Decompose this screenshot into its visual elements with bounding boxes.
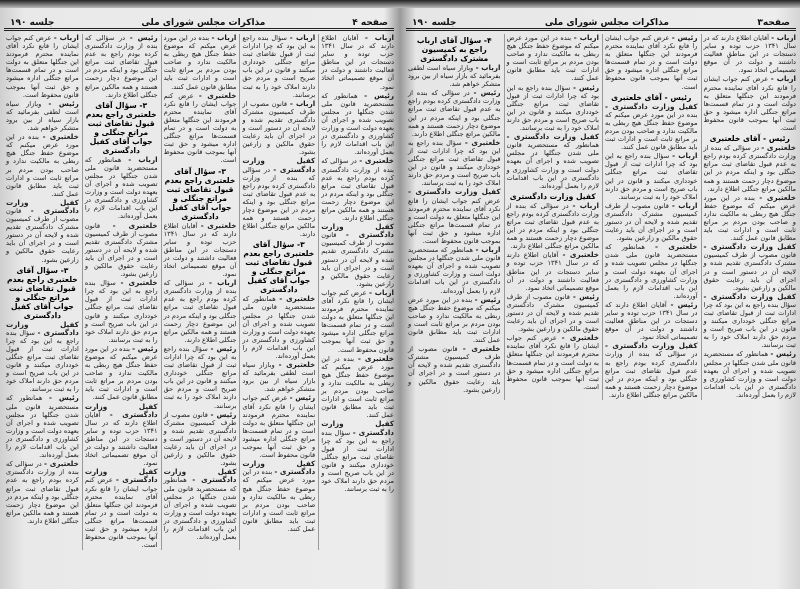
speaker-name: رئیس - <box>670 299 698 309</box>
section-heading: کفیل وزارت دادگستری <box>509 191 596 201</box>
speaker-name: کفیل وزارت دادگستری - <box>321 419 394 437</box>
section-heading: ۳- سؤال آقای خلعتبری راجع بعدم قبول تقاضای ثبت مراتع جنگلی و جواب آقای کفیل دادگستری <box>85 100 157 155</box>
paragraph-text: سؤال بنده راجع به این بود که چرا ادارات ثبت از قبول تقاضای ثبت مراتع جنگلی خودداری میکنند و قانون در این باب صریح است و مردم حق دارند املاک خود را به ثبت برسانند. <box>242 34 316 99</box>
paragraph-text: همانطور که مستحضرید قانون ملی شدن جنگلها در مجلس تصویب شده و اجرای آن بعهده دولت است و وزارت کشاورزی و دادگستری در این باب اقدامات لازم را بعمل آورده‌اند. <box>163 476 237 542</box>
speaker-name: خلعتبری - <box>112 220 158 230</box>
speaker-name: رئیس - <box>210 343 237 353</box>
speaker-name: رئیس - <box>364 90 394 100</box>
paragraph <box>605 243 698 300</box>
speaker-name: کفیل وزارت دادگستری - <box>408 187 501 197</box>
paragraph-text: عرض کنم جواب ایشان را قانع نکرد آقای نماینده محترم فرمودند این جنگلها متعلق به دولت است و در تمام قسمت‌ها مراتع جنگلی اداره میشود و حق ثبت آنها بموجب قانون محفوظ است. <box>163 91 237 165</box>
paragraph <box>408 64 501 88</box>
speaker-name: خلعتبری - <box>654 242 698 252</box>
paragraph-text: در سؤالی که بنده از وزارت دادگستری کرده بودم راجع به عدم قبول تقاضای ثبت مراتع جنگلی بود و اینکه مردم در این موضوع دچار زحمت هستند و همه مالکین مراتع جنگلی اطلاع دارند. <box>506 201 599 251</box>
text-column <box>239 34 315 550</box>
paragraph-text: آقایان اطلاع دارند که در سال ۱۳۴۱ حزب توده و سایر دستجات در این مناطق فعالیت داشتند و دولت در آن موقع تصمیماتی اتخاذ نمود. <box>84 410 158 468</box>
speaker-name: خلعتبری - <box>198 90 237 100</box>
paragraph-text: قانون مصوب از طرف کمیسیون مشترک دادگستری تقدیم شده و لایحه آن در دستور است و در اجرای آن باید رعایت حقوق مالکین و زارعین بشود. <box>506 292 599 334</box>
text-column <box>602 34 698 400</box>
speaker-name: خلعتبری - <box>462 344 501 354</box>
paragraph-text: همانطور که مستحضرید قانون ملی شدن جنگلها در مجلس تصویب شده و اجرای آن بعهده دولت است و وزارت کشاورزی و دادگستری در این باب اقدامات لازم را بعمل آورده‌اند. <box>408 246 501 295</box>
paragraph-text: قانون مصوب از طرف کمیسیون مشترک دادگستری تقدیم شده و لایحه آن در دستور است و در اجرای آن باید رعایت حقوق مالکین و زارعین بشود. <box>703 251 796 292</box>
speaker-name: ارباب - <box>289 33 316 42</box>
speaker-name: کفیل وزارت دادگستری - <box>84 467 158 485</box>
text-columns <box>4 34 394 550</box>
speaker-name: کفیل وزارت دادگستری - <box>6 197 79 215</box>
speaker-name: ارباب - <box>368 287 394 297</box>
section-heading: ۳- سؤال آقای خلعتبری راجع بعدم قبول تقاضای ثبت مراتع جنگلی و جواب آقای کفیل دادگستری <box>164 166 236 221</box>
paragraph-text: آقایان اطلاع دارند که در سال ۱۳۴۱ حزب توده و سایر دستجات در این مناطق فعالیت داشتند و دولت در آن موقع تصمیماتی اتخاذ نمود. <box>506 251 599 292</box>
paragraph <box>704 144 797 193</box>
speaker-name: رئیس - <box>572 82 599 92</box>
speaker-name: رئیس - <box>48 98 79 108</box>
paragraph <box>507 334 600 391</box>
paragraph-text: قانون مصوب از طرف کمیسیون مشترک دادگستری تقدیم شده و لایحه آن در دستور است و در اجرای آن باید رعایت حقوق مالکین و زارعین بشود. <box>408 345 501 394</box>
paragraph <box>164 34 237 91</box>
paragraph-text: قانون مصوب از طرف کمیسیون مشترک دادگستری تقدیم شده و لایحه آن در دستور است و در اجرای آن باید رعایت حقوق مالکین و زارعین بشود. <box>321 231 394 288</box>
paragraph-text: عرض کنم جواب ایشان را قانع نکرد آقای نماینده محترم فرمودند این جنگلها متعلق به دولت است و در تمام قسمت‌ها مراتع جنگلی اداره میشود و حق ثبت آنها بموجب قانون محفوظ است. <box>84 476 158 550</box>
paragraph-text: وبازار سیاه است لطفی بفرمائید که بازار سیاه از بین برود متشکر خواهم شد. <box>242 361 316 394</box>
paragraph-text: همانطور که مستحضرید قانون ملی شدن جنگلها در مجلس تصویب شده و اجرای آن بعهده دولت است و وزارت کشاورزی و دادگستری در این باب اقدامات لازم را بعمل آورده‌اند. <box>6 394 79 460</box>
speaker-name: خلعتبری - <box>561 333 599 343</box>
paragraph-text: وبازار سیاه است لطفی بفرمائید که بازار سیاه از بین برود متشکر خواهم شد. <box>6 99 79 133</box>
text-column <box>161 34 237 550</box>
speaker-name: رئیس - <box>129 33 158 42</box>
paragraph-text: در سؤالی که بنده از وزارت دادگستری کرده بودم راجع به عدم قبول تقاضای ثبت مراتع جنگلی بود و اینکه مردم در این موضوع دچار زحمت هستند و همه مالکین مراتع جنگلی اطلاع دارند. <box>703 144 796 193</box>
paragraph-text: همانطور که مستحضرید قانون ملی شدن جنگلها در مجلس تصویب شده و اجرای آن بعهده دولت است و وزارت کشاورزی و دادگستری در این باب اقدامات لازم را بعمل آورده‌اند. <box>242 295 316 360</box>
page-number: صفحه ۴ <box>352 18 388 28</box>
paragraph <box>242 295 315 360</box>
paragraph-text: در سؤالی که بنده از وزارت دادگستری کرده بودم راجع به عدم قبول تقاضای ثبت مراتع جنگلی بود و اینکه مردم در این موضوع دچار زحمت هستند و همه مالکین مراتع جنگلی اطلاع دارند. <box>163 279 237 344</box>
speaker-name: ارباب - <box>771 33 796 42</box>
speaker-name: رئیس - <box>48 393 79 403</box>
publication-title: مذاکرات مجلس شورای ملی <box>141 18 266 28</box>
paragraph <box>605 202 698 242</box>
publication-title: مذاکرات مجلس شورای ملی <box>544 18 669 28</box>
speaker-name: خلعتبری - <box>120 278 158 288</box>
paragraph-text: آقایان اطلاع دارند که در سال ۱۳۴۱ حزب توده و سایر دستجات در این مناطق فعالیت داشتند و دولت در آن موقع تصمیماتی اتخاذ نمود. <box>321 34 394 91</box>
paragraph <box>242 361 315 393</box>
paragraph <box>408 296 501 345</box>
speaker-name: خلعتبری - <box>359 156 394 166</box>
paragraph-text: سؤال بنده راجع به این بود که چرا ادارات ثبت از قبول تقاضای ثبت مراتع جنگلی خودداری میکنند و قانون در این باب صریح است و مردم حق دارند املاک خود را به ثبت برسانند. <box>408 138 501 188</box>
paragraph-text: عرض کنم جواب ایشان را قانع نکرد آقای نماینده محترم فرمودند این جنگلها متعلق به دولت است و در تمام قسمت‌ها مراتع جنگلی اداره میشود و حق ثبت آنها بموجب قانون محفوظ است. <box>703 75 796 133</box>
speaker-name: کفیل وزارت دادگستری - <box>703 242 796 252</box>
speaker-name: خلعتبری - <box>200 220 237 230</box>
page-header <box>4 10 394 31</box>
paragraph <box>507 133 600 190</box>
paragraph-text: در سؤالی که بنده از وزارت دادگستری کرده بودم راجع به عدم قبول تقاضای ثبت مراتع جنگلی بود و اینکه مردم در این موضوع دچار زحمت هستند و همه مالکین مراتع جنگلی اطلاع دارند. <box>408 89 501 138</box>
paragraph <box>6 199 79 264</box>
paragraph <box>85 345 158 402</box>
paragraph <box>321 223 394 288</box>
speaker-name: ارباب - <box>289 98 316 108</box>
paragraph <box>6 321 79 394</box>
paragraph <box>164 468 237 541</box>
paragraph <box>321 92 394 157</box>
paragraph-text: بنده در این مورد عرض میکنم که موضوع حفظ جنگل هیچ ربطی به مالکیت ندارد و صاحب بودن مردم بر مراتع ثابت است و ادارات ثبت باید مطابق قانون عمل کنند. <box>703 193 796 243</box>
paragraph <box>164 222 237 279</box>
paragraph <box>605 103 698 152</box>
left-page <box>4 10 394 585</box>
page-number: صفحه۳ <box>757 18 790 28</box>
paragraph-text: بنده در این مورد عرض میکنم که موضوع حفظ جنگل هیچ ربطی به مالکیت ندارد و صاحب بودن مردم بر مراتع ثابت است و ادارات ثبت باید مطابق قانون عمل کنند. <box>242 468 316 533</box>
paragraph <box>507 202 600 251</box>
paragraph <box>85 222 158 279</box>
paragraph <box>85 279 158 344</box>
session-number: جلسه ۱۹۰ <box>412 18 457 28</box>
paragraph-text: آقایان اطلاع دارند که در سال ۱۳۴۱ حزب توده و سایر دستجات در این مناطق فعالیت داشتند و دولت در آن موقع تصمیماتی اتخاذ نمود. <box>605 300 698 342</box>
paragraph-text: عرض کنم جواب ایشان را قانع نکرد آقای نماینده محترم فرمودند این جنگلها متعلق به دولت است و در تمام قسمت‌ها مراتع جنگلی اداره میشود و حق ثبت آنها بموجب قانون محفوظ است. <box>321 288 394 354</box>
paragraph-text: در سؤالی که بنده از وزارت دادگستری کرده بودم راجع به عدم قبول تقاضای ثبت مراتع جنگلی بود و اینکه مردم در این موضوع دچار زحمت هستند و همه مالکین مراتع جنگلی اطلاع دارند. <box>6 460 79 525</box>
paragraph <box>605 34 698 91</box>
speaker-name: ارباب - <box>475 63 501 72</box>
section-heading: رئیس - آقای خلعتبری <box>611 92 692 102</box>
paragraph <box>242 394 315 459</box>
paragraph-text: بنده در این مورد عرض میکنم که موضوع حفظ جنگل هیچ ربطی به مالکیت ندارد و صاحب بودن مردم بر مراتع ثابت است و ادارات ثبت باید مطابق قانون عمل کنند. <box>506 34 599 83</box>
session-number: جلسه ۱۹۰ <box>10 18 55 28</box>
paragraph <box>164 279 237 344</box>
speaker-name: رئیس - <box>572 291 599 301</box>
paragraph <box>704 293 797 350</box>
text-column <box>701 34 797 400</box>
paragraph-text: همانطور که مستحضرید قانون ملی شدن جنگلها در مجلس تصویب شده و اجرای آن بعهده دولت است و وزارت کشاورزی و دادگستری در این باب اقدامات لازم را بعمل آورده‌اند. <box>84 155 158 221</box>
speaker-name: رئیس - <box>289 393 316 403</box>
paragraph <box>704 350 797 399</box>
paragraph-text: همانطور که مستحضرید قانون ملی شدن جنگلها در مجلس تصویب شده و اجرای آن بعهده دولت است و وزارت کشاورزی و دادگستری در این باب اقدامات لازم را بعمل آورده‌اند. <box>703 350 796 399</box>
paragraph <box>321 157 394 222</box>
paragraph <box>321 420 394 493</box>
paragraph-text: قانون مصوب از طرف کمیسیون مشترک دادگستری تقدیم شده و لایحه آن در دستور است و در اجرای آن باید رعایت حقوق مالکین و زارعین بشود. <box>163 410 237 468</box>
paragraph <box>507 251 600 291</box>
speaker-name: خلعتبری - <box>761 143 796 153</box>
speaker-name: کفیل وزارت دادگستری - <box>6 319 79 337</box>
speaker-name: خلعتبری - <box>759 192 796 202</box>
paragraph <box>321 289 394 354</box>
paragraph <box>605 152 698 201</box>
paragraph <box>242 157 315 238</box>
paragraph <box>605 342 698 399</box>
paragraph <box>85 34 158 99</box>
paragraph <box>704 243 797 292</box>
paragraph <box>321 355 394 420</box>
text-column <box>504 34 600 400</box>
paragraph-text: سؤال بنده راجع به این بود که چرا ادارات ثبت از قبول تقاضای ثبت مراتع جنگلی خودداری میکنند و قانون در این باب صریح است و مردم حق دارند املاک خود را به ثبت برسانند. <box>321 428 394 494</box>
speaker-name: ارباب - <box>209 278 237 288</box>
paragraph <box>507 84 600 133</box>
section-heading: ۴- سؤال آقای ارباب راجع به کمیسیون مشترک دادگستری <box>416 36 492 63</box>
speaker-name: کفیل وزارت دادگستری - <box>242 459 316 477</box>
paragraph <box>242 460 315 533</box>
scan-shadow <box>0 0 800 8</box>
paragraph-text: بنده در این مورد عرض میکنم که موضوع حفظ جنگل هیچ ربطی به مالکیت ندارد و صاحب بودن مردم بر مراتع ثابت است و ادارات ثبت باید مطابق قانون عمل کنند. <box>6 133 79 198</box>
paragraph <box>704 194 797 243</box>
paragraph-text: عرض کنم جواب ایشان را قانع نکرد آقای نماینده محترم فرمودند این جنگلها متعلق به دولت است و در تمام قسمت‌ها مراتع جنگلی اداره میشود و حق ثبت آنها بموجب قانون محفوظ است. <box>6 34 79 99</box>
paragraph <box>164 411 237 468</box>
paragraph <box>85 403 158 468</box>
paragraph <box>6 394 79 459</box>
speaker-name: رئیس - <box>132 343 158 353</box>
paragraph-text: سؤال بنده راجع به این بود که چرا ادارات ثبت از قبول تقاضای ثبت مراتع جنگلی خودداری میکنند و قانون در این باب صریح است و مردم حق دارند املاک خود را به ثبت برسانند. <box>605 152 698 201</box>
paragraph <box>704 34 797 74</box>
paragraph <box>6 133 79 198</box>
speaker-name: کفیل وزارت دادگستری - <box>506 132 599 142</box>
paragraph <box>704 75 797 132</box>
paragraph <box>242 34 315 99</box>
paragraph <box>242 100 315 157</box>
speaker-name: کفیل وزارت دادگستری - <box>242 156 316 174</box>
section-heading: رئیس - آقای خلعتبری <box>709 134 790 144</box>
paragraph-text: عرض کنم جواب ایشان را قانع نکرد آقای نماینده محترم فرمودند این جنگلها متعلق به دولت است و در تمام قسمت‌ها مراتع جنگلی اداره میشود و حق ثبت آنها بموجب قانون محفوظ است. <box>506 334 599 391</box>
paragraph <box>408 89 501 138</box>
paragraph-text: سؤال بنده راجع به این بود که چرا ادارات ثبت از قبول تقاضای ثبت مراتع جنگلی خودداری میکنند و قانون در این باب صریح است و مردم حق دارند املاک خود را به ثبت برسانند. <box>506 83 599 133</box>
speaker-name: رئیس - <box>473 88 501 98</box>
text-columns <box>406 34 796 400</box>
paragraph <box>6 34 79 99</box>
speaker-name: خلعتبری - <box>464 137 501 147</box>
paragraph <box>507 34 600 83</box>
speaker-name: ارباب - <box>770 74 796 84</box>
paragraph-text: بنده در این مورد عرض میکنم که موضوع حفظ جنگل هیچ ربطی به مالکیت ندارد و صاحب بودن مردم بر مراتع ثابت است و ادارات ثبت باید مطابق قانون عمل کنند. <box>163 34 237 91</box>
speaker-name: ارباب - <box>364 33 394 42</box>
paragraph-text: قانون مصوب از طرف کمیسیون مشترک دادگستری تقدیم شده و لایحه آن در دستور است و در اجرای آن باید رعایت حقوق مالکین و زارعین بشود. <box>6 206 79 264</box>
speaker-name: کفیل وزارت دادگستری - <box>163 467 237 485</box>
speaker-name: ارباب - <box>672 151 698 161</box>
paragraph-text: عرض کنم جواب ایشان را قانع نکرد آقای نماینده محترم فرمودند این جنگلها متعلق به دولت است و در تمام قسمت‌ها مراتع جنگلی اداره میشود و حق ثبت آنها بموجب قانون محفوظ است. <box>605 34 698 91</box>
paragraph-text: در سؤالی که بنده از وزارت دادگستری کرده بودم راجع به عدم قبول تقاضای ثبت مراتع جنگلی بود و اینکه مردم در این موضوع دچار زحمت هستند و همه مالکین مراتع جنگلی اطلاع دارند. <box>242 165 316 239</box>
paragraph <box>408 139 501 188</box>
paragraph <box>164 345 237 410</box>
paragraph-text: سؤال بنده راجع به این بود که چرا ادارات ثبت از قبول تقاضای ثبت مراتع جنگلی خودداری میکنند و قانون در این باب صریح است و مردم حق دارند املاک خود را به ثبت برسانند. <box>84 279 158 344</box>
section-heading: ۳- سؤال آقای خلعتبری راجع بعدم قبول تقاضای ثبت مراتع جنگلی و جواب آقای کفیل دادگستری <box>243 240 315 295</box>
speaker-name: ارباب - <box>53 33 79 42</box>
paragraph-text: بنده در این مورد عرض میکنم که موضوع حفظ جنگل هیچ ربطی به مالکیت ندارد و صاحب بودن مردم بر مراتع ثابت است و ادارات ثبت باید مطابق قانون عمل کنند. <box>84 344 158 402</box>
paragraph-text: آقایان اطلاع دارند که در سال ۱۳۴۱ حزب توده و سایر دستجات در این مناطق فعالیت داشتند و دولت در آن موقع تصمیماتی اتخاذ نمود. <box>703 34 797 75</box>
paragraph-text: در سؤالی که بنده از وزارت دادگستری کرده بودم راجع به عدم قبول تقاضای ثبت مراتع جنگلی بود و اینکه مردم در این موضوع دچار زحمت هستند و همه مالکین مراتع جنگلی اطلاع دارند. <box>84 34 158 99</box>
paragraph-text: در سؤالی که بنده از وزارت دادگستری کرده بودم راجع به عدم قبول تقاضای ثبت مراتع جنگلی بود و اینکه مردم در این موضوع دچار زحمت هستند و همه مالکین مراتع جنگلی اطلاع دارند. <box>321 157 394 223</box>
paragraph-text: همانطور که مستحضرید قانون ملی شدن جنگلها در مجلس تصویب شده و اجرای آن بعهده دولت است و وزارت کشاورزی و دادگستری در این باب اقدامات لازم را بعمل آورده‌اند. <box>506 141 599 190</box>
paragraph <box>164 92 237 165</box>
speaker-name: کفیل وزارت دادگستری - <box>605 341 698 351</box>
speaker-name: خلعتبری - <box>44 459 79 469</box>
paragraph <box>605 301 698 341</box>
speaker-name: ارباب - <box>128 154 158 164</box>
speaker-name: ارباب - <box>475 245 501 255</box>
paragraph <box>321 34 394 91</box>
text-column <box>406 34 501 400</box>
speaker-name: خلعتبری - <box>42 132 79 142</box>
speaker-name: کفیل وزارت دادگستری - <box>84 401 158 419</box>
paragraph-text: بنده در این مورد عرض میکنم که موضوع حفظ جنگل هیچ ربطی به مالکیت ندارد و صاحب بودن مردم بر مراتع ثابت است و ادارات ثبت باید مطابق قانون عمل کنند. <box>321 354 394 420</box>
paragraph <box>6 460 79 525</box>
paragraph <box>507 293 600 333</box>
speaker-name: ارباب - <box>573 33 599 42</box>
speaker-name: رئیس - <box>474 294 501 304</box>
paragraph-text: سؤال بنده راجع به این بود که چرا ادارات ثبت از قبول تقاضای ثبت مراتع جنگلی خودداری میکنند و قانون در این باب صریح است و مردم حق دارند املاک خود را به ثبت برسانند. <box>163 344 237 410</box>
paragraph <box>85 468 158 549</box>
text-column <box>82 34 158 550</box>
paragraph-text: در سؤالی که بنده از وزارت دادگستری کرده بودم راجع به عدم قبول تقاضای ثبت مراتع جنگلی بود و اینکه مردم در این موضوع دچار زحمت هستند و همه مالکین مراتع جنگلی اطلاع دارند. <box>605 350 698 399</box>
paragraph-text: آقایان اطلاع دارند که در سال ۱۳۴۱ حزب توده و سایر دستجات در این مناطق فعالیت داشتند و دولت در آن موقع تصمیماتی اتخاذ نمود. <box>163 221 237 279</box>
paragraph <box>408 188 501 245</box>
speaker-name: ارباب - <box>671 200 698 210</box>
page-header <box>406 10 796 31</box>
paragraph <box>408 246 501 295</box>
paragraph <box>408 345 501 394</box>
speaker-name: رئیس - <box>210 409 237 419</box>
paragraph <box>6 100 79 132</box>
text-column <box>4 34 79 550</box>
speaker-name: خلعتبری - <box>357 353 394 363</box>
paragraph-text: بنده در این مورد عرض میکنم که موضوع حفظ جنگل هیچ ربطی به مالکیت ندارد و صاحب بودن مردم بر مراتع ثابت است و ادارات ثبت باید مطابق قانون عمل کنند. <box>408 295 501 345</box>
paragraph-text: وبازار سیاه است لطفی بفرمائید که بازار سیاه از بین برود متشکر خواهم شد. <box>408 64 501 89</box>
paragraph-text: سؤال بنده راجع به این بود که چرا ادارات ثبت از قبول تقاضای ثبت مراتع جنگلی خودداری میکنند و قانون در این باب صریح است و مردم حق دارند املاک خود را به ثبت برسانند. <box>6 328 79 394</box>
paragraph-text: سؤال بنده راجع به این بود که چرا ادارات ثبت از قبول تقاضای ثبت مراتع جنگلی خودداری میکنند و قانون در این باب صریح است و مردم حق دارند املاک خود را به ثبت برسانند. <box>703 300 796 350</box>
paragraph <box>85 156 158 221</box>
paragraph-text: همانطور که مستحضرید قانون ملی شدن جنگلها در مجلس تصویب شده و اجرای آن بعهده دولت است و وزارت کشاورزی و دادگستری در این باب اقدامات لازم را بعمل آورده‌اند. <box>605 243 698 300</box>
right-page <box>406 10 796 585</box>
speaker-name: رئیس - <box>770 349 796 359</box>
speaker-name: ارباب - <box>572 200 599 210</box>
paragraph-text: همانطور که مستحضرید قانون ملی شدن جنگلها در مجلس تصویب شده و اجرای آن بعهده دولت است و وزارت کشاورزی و دادگستری در این باب اقدامات لازم را بعمل آورده‌اند. <box>321 91 394 157</box>
speaker-name: خلعتبری - <box>562 250 599 260</box>
text-column <box>318 34 394 550</box>
speaker-name: ارباب - <box>211 33 237 42</box>
speaker-name: کفیل وزارت دادگستری - <box>321 222 394 240</box>
speaker-name: خلعتبری - <box>279 294 316 304</box>
paragraph-text: عرض کنم جواب ایشان را قانع نکرد آقای نماینده محترم فرمودند این جنگلها متعلق به دولت است و در تمام قسمت‌ها مراتع جنگلی اداره میشود و حق ثبت آنها بموجب قانون محفوظ است. <box>408 196 501 245</box>
paragraph-text: قانون مصوب از طرف کمیسیون مشترک دادگستری تقدیم شده و لایحه آن در دستور است و در اجرای آن باید رعایت حقوق مالکین و زارعین بشود. <box>242 99 316 157</box>
speaker-name: کفیل وزارت دادگستری - <box>605 101 698 111</box>
speaker-name: کفیل وزارت دادگستری - <box>703 291 796 301</box>
section-heading: ۳- سؤال آقای خلعتبری راجع بعدم قبول تقاضای ثبت مراتع جنگلی و جواب آقای کفیل دادگستری <box>7 265 78 320</box>
paragraph-text: قانون مصوب از طرف کمیسیون مشترک دادگستری تقدیم شده و لایحه آن در دستور است و در اجرای آن باید رعایت حقوق مالکین و زارعین بشود. <box>605 201 698 243</box>
paragraph-text: بنده در این مورد عرض میکنم که موضوع حفظ جنگل هیچ ربطی به مالکیت ندارد و صاحب بودن مردم بر مراتع ثابت است و ادارات ثبت باید مطابق قانون عمل کنند. <box>605 110 698 152</box>
speaker-name: خلعتبری - <box>278 360 316 370</box>
speaker-name: رئیس - <box>671 33 698 42</box>
paragraph-text: قانون مصوب از طرف کمیسیون مشترک دادگستری تقدیم شده و لایحه آن در دستور است و در اجرای آن باید رعایت حقوق مالکین و زارعین بشود. <box>84 221 158 279</box>
paragraph-text: عرض کنم جواب ایشان را قانع نکرد آقای نماینده محترم فرمودند این جنگلها متعلق به دولت است و در تمام قسمت‌ها مراتع جنگلی اداره میشود و حق ثبت آنها بموجب قانون محفوظ است. <box>242 394 316 460</box>
